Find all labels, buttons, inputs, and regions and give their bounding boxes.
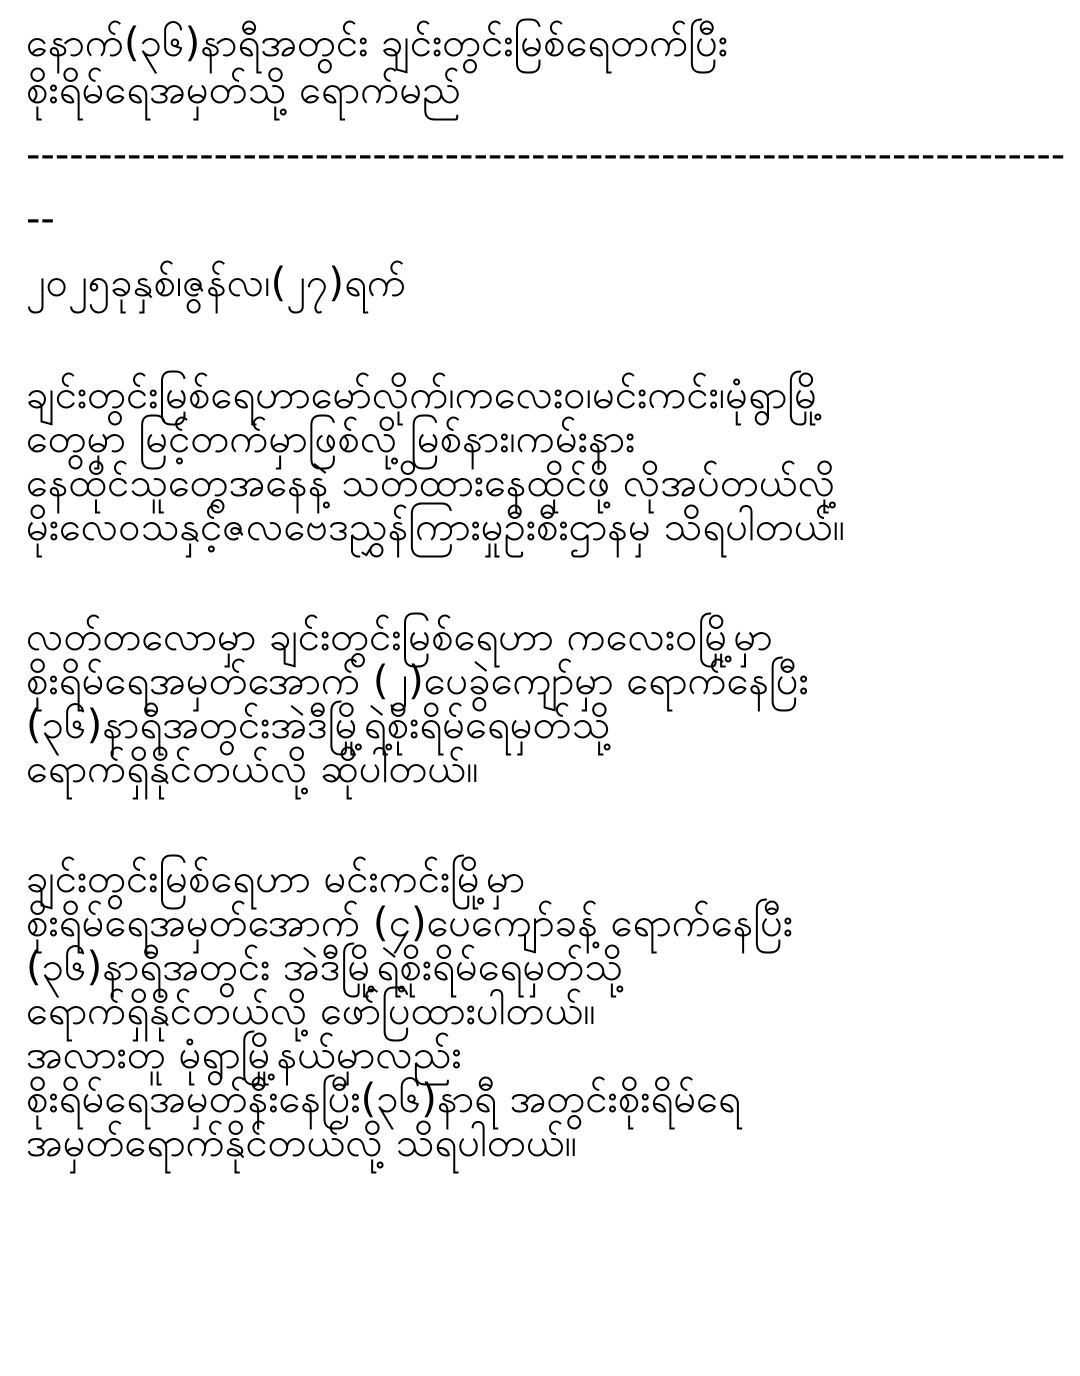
document-body bbox=[26, 20, 1066, 1164]
paragraph-3-line-7: အမှတ်ရောက်နိုင်တယ်လို့ သိရပါတယ်။ bbox=[26, 1120, 577, 1166]
paragraph-3-line-1: ချင်းတွင်းမြစ်ရေဟာ မင်းကင်းမြို့မှာ bbox=[26, 856, 526, 902]
dashed-separator-tail: -- bbox=[26, 196, 55, 242]
headline-line-1: နောက်(၃၆)နာရီအတွင်း ချင်းတွင်းမြစ်ရေတက်ပြီး bbox=[26, 20, 729, 66]
paragraph-1-line-4: မိုးလေ၀သနှင့်ဇလဗေဒညွှန်ကြားမှုဦးစီးဌာနမှ သိရပါတယ်။ bbox=[26, 504, 845, 550]
paragraph-3-line-6: စိုးရိမ်ရေအမှတ်နီးနေပြီး(၃၆)နာရီ အတွင်းစိုးရိမ်ရေ bbox=[26, 1076, 741, 1122]
paragraph-2-line-2: စိုးရိမ်ရေအမှတ်အောက် (၂)ပေခွဲကျော်မှာ ရောက်နေပြီး bbox=[26, 658, 809, 704]
dateline: ၂၀၂၅ခုနှစ်၊ဇွန်လ၊(၂၇)ရက် bbox=[26, 260, 407, 306]
paragraph-3-line-3: (၃၆)နာရီအတွင်း အဲဒီမြို့ရဲ့စိုးရိမ်ရေမှတ်သို့ bbox=[26, 944, 623, 990]
dashed-separator: ------------------------------------------------------------------------ bbox=[26, 132, 1066, 178]
headline bbox=[26, 20, 1066, 114]
paragraph-3 bbox=[26, 856, 1066, 1164]
paragraph-2-line-4: ရောက်ရှိနိုင်တယ်လို့ ဆိုပါတယ်။ bbox=[26, 746, 479, 792]
paragraph-3-line-4: ရောက်ရှိနိုင်တယ်လို့ ဖော်ပြထားပါတယ်။ bbox=[26, 988, 596, 1034]
paragraph-1-line-1: ချင်းတွင်းမြစ်ရေဟာမော်လိုက်၊ကလေး၀၊မင်းကင်း၊မုံရွာမြို့ bbox=[26, 372, 824, 418]
paragraph-2-line-3: (၃၆)နာရီအတွင်းအဲဒီမြို့ရဲ့စိုးရိမ်ရေမှတ်သို့ bbox=[26, 702, 611, 748]
paragraph-3-line-5: အလားတူ မုံရွာမြို့နယ်မှာလည်း bbox=[26, 1032, 462, 1078]
paragraph-2 bbox=[26, 614, 1066, 790]
paragraph-3-line-2: စိုးရိမ်ရေအမှတ်အောက် (၄)ပေကျော်ခန့် ရောက်နေပြီး bbox=[26, 900, 794, 946]
paragraph-1 bbox=[26, 372, 1066, 548]
headline-line-2: စိုးရိမ်ရေအမှတ်သို့ ရောက်မည် bbox=[26, 67, 461, 113]
paragraph-1-line-2: တွေမှာ မြင့်တက်မှာဖြစ်လို့ မြစ်နား၊ကမ်းနား bbox=[26, 416, 636, 462]
paragraph-1-line-3: နေထိုင်သူတွေအနေနဲ့ သတိထားနေထိုင်ဖို့ လိုအပ်တယ်လို့ bbox=[26, 460, 836, 506]
paragraph-2-line-1: လတ်တလောမှာ ချင်းတွင်းမြစ်ရေဟာ ကလေး၀မြို့မှာ bbox=[26, 614, 773, 660]
